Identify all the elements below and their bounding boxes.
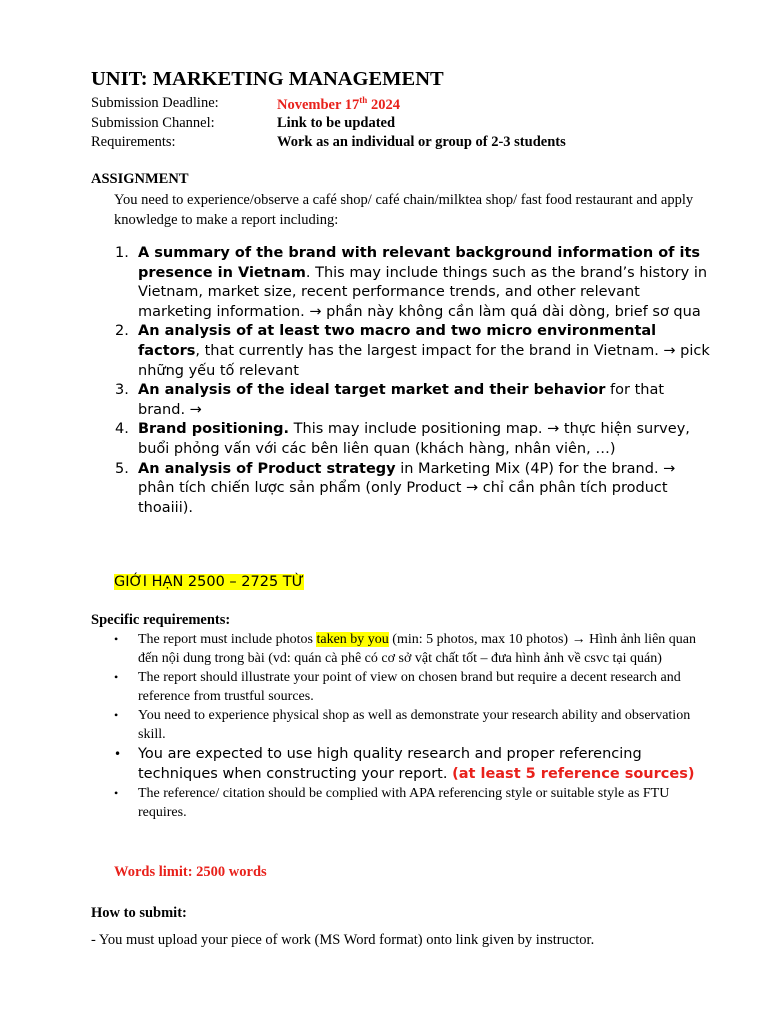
deadline-year: 2024 [367, 96, 400, 113]
channel-label: Submission Channel: [91, 115, 215, 131]
submit-instruction: - You must upload your piece of work (MS Word format) onto link given by instructor. [91, 932, 595, 948]
list-item [110, 460, 710, 519]
specific-requirements-list [114, 630, 714, 822]
bullet-icon: • [114, 670, 119, 684]
list-item [114, 668, 714, 706]
deadline-date: November 17 [277, 96, 360, 113]
specific-requirements-heading: Specific requirements: [91, 612, 231, 628]
list-item [110, 244, 710, 322]
item-bold: An analysis of Product strategy [138, 460, 396, 477]
unit-title: UNIT: MARKETING MANAGEMENT [91, 68, 444, 90]
requirements-value: Work as an individual or group of 2-3 students [277, 134, 566, 150]
item-number: 2. [115, 323, 129, 340]
how-to-submit-heading: How to submit: [91, 905, 187, 921]
list-item [114, 744, 714, 784]
item-text: in Marketing Mix (4P) for the brand. → phân tích chiến lược sản phẩm (only Product → chỉ cần phân tích product thoaiii). [138, 460, 676, 516]
bullet-icon: • [114, 747, 122, 761]
item-bold: A summary of the brand with relevant background information of its presence in Vietnam [138, 245, 701, 281]
bullet-icon: • [114, 632, 119, 646]
deadline-label: Submission Deadline: [91, 95, 219, 111]
list-item [114, 706, 714, 744]
item-text: for that brand. → [138, 382, 665, 418]
item-number: 1. [115, 245, 129, 261]
bullet-text: The report must include photos [138, 632, 317, 647]
item-number: 4. [115, 421, 129, 438]
item-number: 5. [115, 460, 129, 477]
item-number: 3. [115, 382, 129, 399]
item-text: . This may include things such as the brand’s history in Vietnam, market size, recent performance trends, and other relevant marketing information. → phần này không cần làm quá dài dòng, brief sơ qua [138, 264, 708, 320]
list-item [114, 630, 714, 668]
list-item [110, 420, 710, 459]
words-limit: Words limit: 2500 words [114, 864, 267, 880]
bullet-text: The report should illustrate your point of view on chosen brand but require a decent research and reference from trustful sources. [138, 670, 681, 704]
list-item [110, 322, 710, 381]
list-item [110, 381, 710, 420]
deadline-value [277, 95, 400, 114]
item-text: This may include positioning map. → thực hiện survey, buổi phỏng vấn với các bên liên quan (khách hàng, nhân viên, …) [138, 421, 690, 457]
bullet-icon: • [114, 786, 119, 800]
bullet-text: The reference/ citation should be complied with APA referencing style or suitable style as FTU requires. [138, 786, 670, 820]
word-limit-vn [114, 574, 304, 590]
bullet-text: (min: 5 photos, max 10 photos) → Hình ảnh liên quan đến nội dung trong bài (vd: quán cà phê có cơ sở vật chất tốt – đưa hình ảnh về csvc tại quán) [138, 632, 696, 666]
item-bold: An analysis of at least two macro and two micro environmental factors [138, 323, 657, 359]
reference-count-note: (at least 5 reference sources) [452, 766, 695, 782]
assignment-items [110, 244, 710, 518]
deadline-ordinal: th [359, 95, 368, 105]
assignment-heading: ASSIGNMENT [91, 171, 189, 187]
highlighted-limit: GIỚI HẠN 2500 – 2725 TỪ [114, 574, 305, 590]
bullet-icon: • [114, 708, 119, 722]
item-bold: Brand positioning. [138, 421, 290, 438]
requirements-label: Requirements: [91, 134, 176, 150]
bullet-text: You need to experience physical shop as well as demonstrate your research ability and observation skill. [138, 708, 691, 742]
list-item [114, 784, 714, 822]
channel-value: Link to be updated [277, 115, 396, 131]
highlighted-text: taken by you [316, 632, 389, 647]
assignment-intro: You need to experience/observe a café shop/ café chain/milktea shop/ fast food restaurant and apply knowledge to make a report including: [114, 192, 694, 228]
item-bold: An analysis of the ideal target market and their behavior [138, 382, 606, 399]
item-text: , that currently has the largest impact for the brand in Vietnam. → pick những yếu tố relevant [138, 342, 710, 379]
bullet-text: You are expected to use high quality research and proper referencing techniques when constructing your report. [138, 746, 642, 782]
